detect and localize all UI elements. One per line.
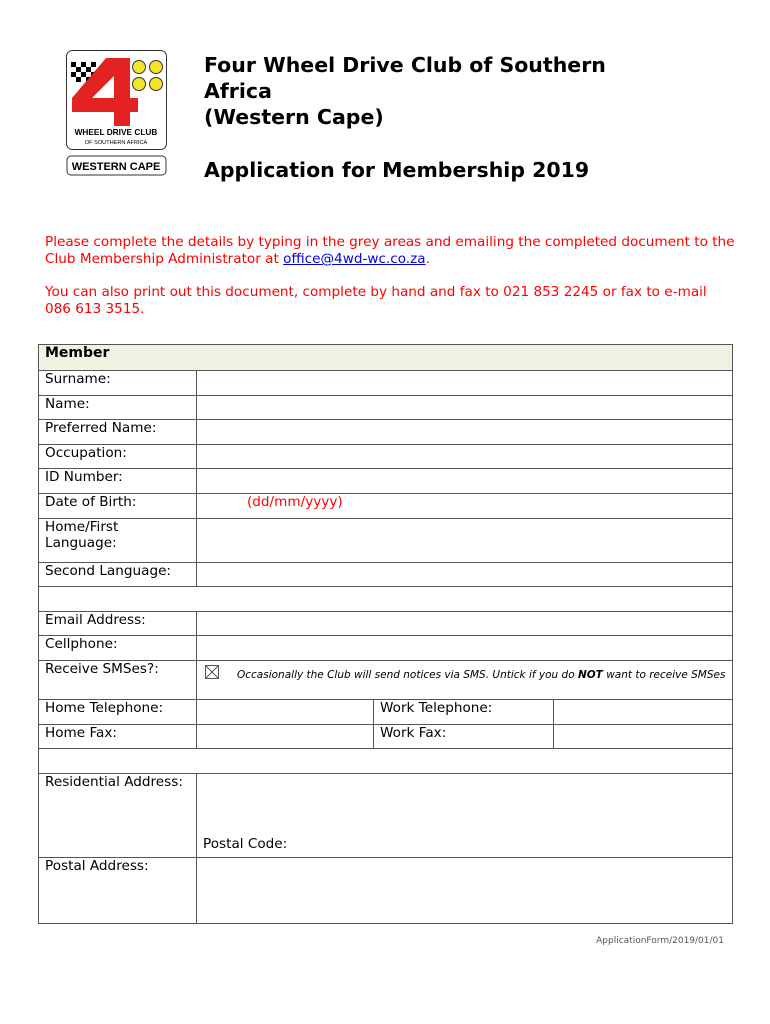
cellphone-label: Cellphone: xyxy=(39,636,197,661)
logo-line2: OF SOUTHERN AFRICA xyxy=(84,140,148,146)
home-language-label: Home/First Language: xyxy=(39,518,197,562)
club-title: Four Wheel Drive Club of Southern Africa (Western Cape) xyxy=(204,53,606,129)
form-id: ApplicationForm/2019/01/01 xyxy=(596,936,724,946)
club-logo xyxy=(66,50,168,178)
spacer-row xyxy=(39,587,733,612)
second-language-field[interactable] xyxy=(197,562,733,587)
form-title: Application for Membership 2019 xyxy=(204,158,590,182)
spacer-row xyxy=(39,749,733,774)
email-link[interactable]: office@4wd-wc.co.za xyxy=(283,251,426,267)
sms-option xyxy=(197,660,733,699)
receive-sms-label: Receive SMSes?: xyxy=(39,660,197,699)
residential-address-field[interactable] xyxy=(197,773,733,857)
dob-field[interactable] xyxy=(197,493,733,518)
dob-hint: (dd/mm/yyyy) xyxy=(247,493,343,510)
id-number-field[interactable] xyxy=(197,469,733,494)
work-telephone-field[interactable] xyxy=(554,699,733,724)
dob-label: Date of Birth: xyxy=(39,493,197,518)
name-field[interactable] xyxy=(197,395,733,420)
surname-label: Surname: xyxy=(39,371,197,396)
sms-note: Occasionally the Club will send notices via SMS. Untick if you do NOT want to receive SMSes xyxy=(237,668,726,681)
section-header-member: Member xyxy=(39,345,733,371)
occupation-label: Occupation: xyxy=(39,444,197,469)
logo-line1: WHEEL DRIVE CLUB xyxy=(74,127,158,137)
postal-address-field[interactable] xyxy=(197,857,733,923)
work-telephone-label: Work Telephone: xyxy=(374,699,554,724)
email-field[interactable] xyxy=(197,611,733,636)
name-label: Name: xyxy=(39,395,197,420)
postal-code-label: Postal Code: xyxy=(203,835,288,852)
instructions-email: Please complete the details by typing in the grey areas and emailing the completed document to the Club Membership Administrator at office@4wd-wc.co.za. xyxy=(45,234,735,267)
occupation-field[interactable] xyxy=(197,444,733,469)
instructions-fax: You can also print out this document, complete by hand and fax to 021 853 2245 or fax to e-mail 086 613 3515. xyxy=(45,284,707,317)
id-number-label: ID Number: xyxy=(39,469,197,494)
header xyxy=(204,52,724,183)
home-telephone-field[interactable] xyxy=(197,699,374,724)
work-fax-field[interactable] xyxy=(554,724,733,749)
preferred-name-field[interactable] xyxy=(197,420,733,445)
residential-address-label: Residential Address: xyxy=(39,773,197,857)
home-telephone-label: Home Telephone: xyxy=(39,699,197,724)
membership-form xyxy=(38,344,733,924)
email-label: Email Address: xyxy=(39,611,197,636)
preferred-name-label: Preferred Name: xyxy=(39,420,197,445)
sms-checkbox[interactable] xyxy=(205,665,219,679)
home-language-field[interactable] xyxy=(197,518,733,562)
postal-address-label: Postal Address: xyxy=(39,857,197,923)
checkbox-x-icon xyxy=(206,666,218,678)
home-fax-label: Home Fax: xyxy=(39,724,197,749)
logo-region: WESTERN CAPE xyxy=(71,161,161,173)
work-fax-label: Work Fax: xyxy=(374,724,554,749)
second-language-label: Second Language: xyxy=(39,562,197,587)
cellphone-field[interactable] xyxy=(197,636,733,661)
surname-field[interactable] xyxy=(197,371,733,396)
home-fax-field[interactable] xyxy=(197,724,374,749)
